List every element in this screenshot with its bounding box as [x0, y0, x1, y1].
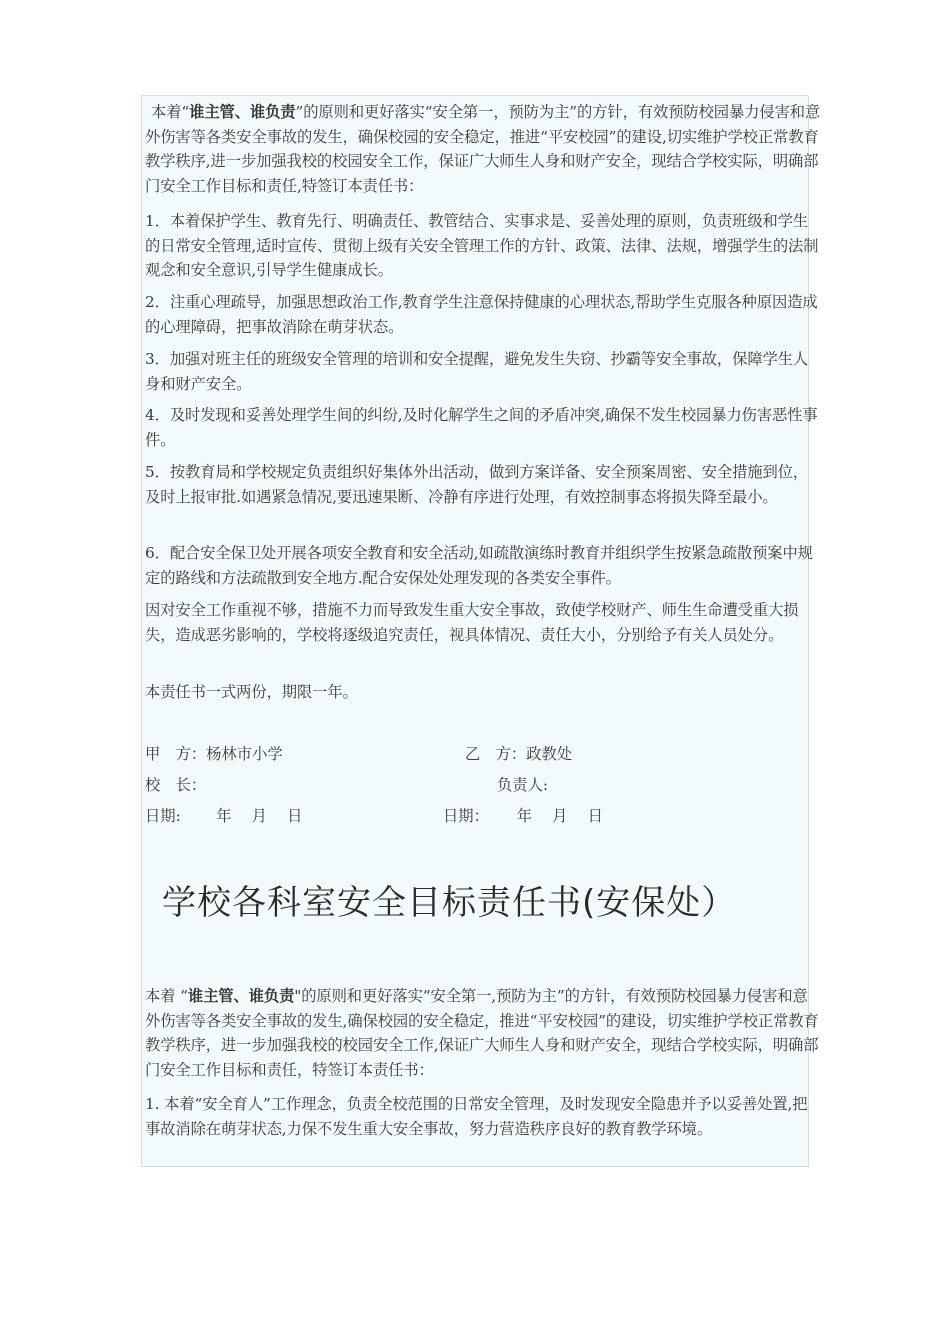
date-a-label: 日期: 年 月 日: [145, 807, 303, 825]
second-intro-paragraph: 本着 “谁主管、谁负责"的原则和更好落实“安全第一,预防为主”的方针，有效预防校园暴力侵害和意外伤害等各类安全事故的发生,确保校园的安全稳定，推进“平安校园”的建设，切实维护学校正常教育教学秩序，进一步加强我校的校园安全工作,保证广大师生人身和财产安全，现结合学校实际，明确部门安全工作目标和责任，特签订本责任书：: [145, 987, 819, 1079]
list-item-5: 5．按教育局和学校规定负责组织好集体外出活动，做到方案详备、安全预案周密、安全措施到位，及时上报审批.如遇紧急情况,要迅速果断、冷静有序进行处理，有效控制事态将损失降至最小。: [145, 463, 809, 506]
second-intro-bold-phrase: 谁主管、谁负责: [187, 987, 295, 1005]
responsible-person-label: 负责人:: [497, 776, 549, 794]
date-b-label: 日期： 年 月 日: [443, 807, 603, 825]
intro-paragraph: 本着“谁主管、谁负责”的原则和更好落实“安全第一，预防为主”的方针，有效预防校园暴力侵害和意外伤害等各类安全事故的发生，确保校园的安全稳定，推进“平安校园”的建设,切实维护学校正常教育教学秩序,进一步加强我校的校园安全工作，保证广大师生人身和财产安全，现结合学校实际，明确部门安全工作目标和责任,特签订本责任书：: [145, 103, 821, 195]
document-page: [141, 95, 821, 1167]
list-item-3: 3．加强对班主任的班级安全管理的培训和安全提醒，避免发生失窃、抄霸等安全事故，保障学生人身和财产安全。: [145, 350, 809, 393]
document-title: 学校各科室安全目标责任书(安保处）: [162, 883, 737, 923]
liability-paragraph: 因对安全工作重视不够，措施不力而导致发生重大安全事故，致使学校财产、师生生命遭受重大损失，造成恶劣影响的，学校将逐级追究责任，视具体情况、责任大小，分别给予有关人员处分。: [145, 601, 799, 644]
intro-bold-phrase: 谁主管、谁负责: [189, 103, 296, 121]
list-item-2: 2．注重心理疏导，加强思想政治工作,教育学生注意保持健康的心理状态,帮助学生克服各种原因造成的心理障碍，把事故消除在萌芽状态。: [145, 293, 818, 336]
second-list-item-1: 1. 本着“安全育人”工作理念，负责全校范围的日常安全管理，及时发现安全隐患并予以妥善处置,把事故消除在萌芽状态,力保不发生重大安全事故，努力营造秩序良好的教育教学环境。: [145, 1095, 808, 1138]
list-item-4: 4．及时发现和妥善处理学生间的纠纷,及时化解学生之间的矛盾冲突,确保不发生校园暴力伤害恶性事件。: [145, 406, 818, 449]
principal-label: 校 长：: [145, 776, 207, 794]
party-b-label: 乙 方：政教处: [465, 745, 573, 763]
party-a-label: 甲 方：杨林市小学: [145, 745, 283, 763]
list-item-1: 1．本着保护学生、教育先行、明确责任、教管结合、实事求是、妥善处理的原则，负责班级和学生的日常安全管理,适时宣传、贯彻上级有关安全管理工作的方针、政策、法律、法规，增强学生的法制观念和安全意识,引导学生健康成长。: [145, 212, 819, 279]
list-item-6: 6．配合安全保卫处开展各项安全教育和安全活动,如疏散演练时教育并组织学生按紧急疏散预案中规定的路线和方法疏散到安全地方.配合安保处处理发现的各类安全事件。: [145, 544, 813, 587]
copies-note: 本责任书一式两份，期限一年。: [145, 683, 358, 701]
